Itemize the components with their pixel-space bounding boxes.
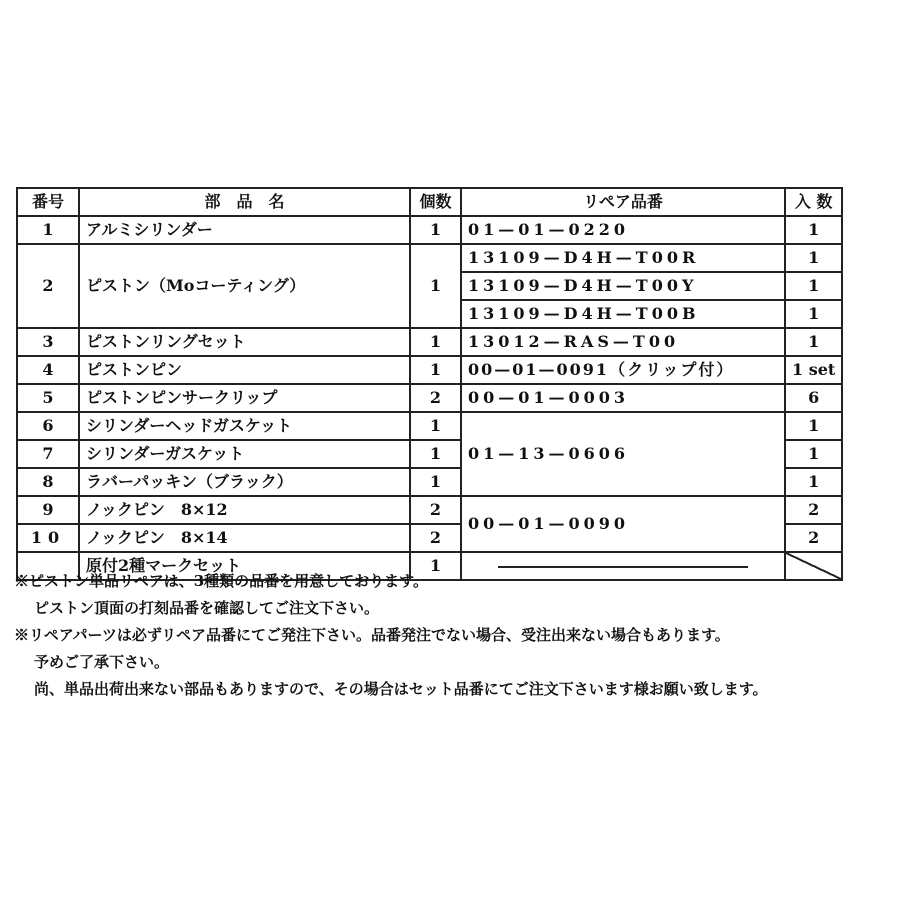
row-no: 5 bbox=[17, 384, 79, 412]
header-qty: 個数 bbox=[410, 188, 461, 216]
row-no: 2 bbox=[17, 244, 79, 328]
row-no: 1 bbox=[17, 216, 79, 244]
row-qty: 1 bbox=[410, 328, 461, 356]
row-qty: 1 bbox=[410, 440, 461, 468]
row-no: 9 bbox=[17, 496, 79, 524]
row-name: ピストンピンサークリップ bbox=[79, 384, 410, 412]
row-count: 1 bbox=[785, 244, 842, 272]
row-count: 1 set bbox=[785, 356, 842, 384]
row-repair-no: 00—01—0091（クリップ付） bbox=[461, 356, 785, 384]
row-name: ノックピン 8×12 bbox=[79, 496, 410, 524]
row-count: 6 bbox=[785, 384, 842, 412]
parts-table bbox=[16, 187, 843, 581]
row-repair-no: 13109—D4H—T00B bbox=[461, 300, 785, 328]
row-count: 1 bbox=[785, 272, 842, 300]
row-name: ノックピン 8×14 bbox=[79, 524, 410, 552]
header-repair-no: リペア品番 bbox=[461, 188, 785, 216]
row-qty: 2 bbox=[410, 496, 461, 524]
shared-repair-no: 00—01—0090 bbox=[461, 496, 785, 552]
row-no: 3 bbox=[17, 328, 79, 356]
row-no: 6 bbox=[17, 412, 79, 440]
row-qty: 1 bbox=[410, 244, 461, 328]
table-row bbox=[17, 328, 842, 356]
row-no: 4 bbox=[17, 356, 79, 384]
row-count: 1 bbox=[785, 300, 842, 328]
row-name: シリンダーガスケット bbox=[79, 440, 410, 468]
row-count: 1 bbox=[785, 468, 842, 496]
shared-repair-no: 01—13—0606 bbox=[461, 412, 785, 496]
row-no: 10 bbox=[17, 524, 79, 552]
row-name: ピストン（Moコーティング） bbox=[79, 244, 410, 328]
parts-sheet bbox=[16, 187, 843, 581]
row-count: 1 bbox=[785, 216, 842, 244]
table-header-row bbox=[17, 188, 842, 216]
note-line: ※ピストン単品リペアは、3種類の品番を用意しております。 bbox=[14, 572, 428, 590]
row-count: 2 bbox=[785, 496, 842, 524]
header-no: 番号 bbox=[17, 188, 79, 216]
header-name: 部 品 名 bbox=[79, 188, 410, 216]
note-line: ピストン頂面の打刻品番を確認してご注文下さい。 bbox=[34, 599, 380, 617]
row-no: 8 bbox=[17, 468, 79, 496]
row-name: ピストンリングセット bbox=[79, 328, 410, 356]
row-name: シリンダーヘッドガスケット bbox=[79, 412, 410, 440]
row-count: 1 bbox=[785, 328, 842, 356]
row-qty: 1 bbox=[410, 412, 461, 440]
row-qty: 2 bbox=[410, 384, 461, 412]
row-qty: 1 bbox=[410, 552, 461, 580]
table-row bbox=[17, 412, 842, 440]
row-name: ラバーパッキン（ブラック） bbox=[79, 468, 410, 496]
table-row bbox=[17, 356, 842, 384]
row-repair-no: 13109—D4H—T00R bbox=[461, 244, 785, 272]
row-qty: 1 bbox=[410, 468, 461, 496]
table-row bbox=[17, 496, 842, 524]
row-repair-no: 13012—RAS—T00 bbox=[461, 328, 785, 356]
row-no: 7 bbox=[17, 440, 79, 468]
row-name: 原付2種マークセット bbox=[79, 552, 410, 580]
row-repair-no: 01—01—0220 bbox=[461, 216, 785, 244]
note-line: ※リペアパーツは必ずリペア品番にてご発注下さい。品番発注でない場合、受注出来ない場合もあります。 bbox=[14, 626, 730, 644]
row-repair-no: 13109—D4H—T00Y bbox=[461, 272, 785, 300]
header-count: 入 数 bbox=[785, 188, 842, 216]
row-count: 1 bbox=[785, 412, 842, 440]
table-row bbox=[17, 384, 842, 412]
note-line: 予めご了承下さい。 bbox=[34, 653, 170, 671]
table-row bbox=[17, 244, 842, 272]
row-name: ピストンピン bbox=[79, 356, 410, 384]
row-qty: 2 bbox=[410, 524, 461, 552]
row-name: アルミシリンダー bbox=[79, 216, 410, 244]
row-qty: 1 bbox=[410, 216, 461, 244]
notes bbox=[14, 568, 894, 703]
table-row bbox=[17, 216, 842, 244]
note-line: 尚、単品出荷出来ない部品もありますので、その場合はセット品番にてご注文下さいます様お願い致します。 bbox=[34, 680, 768, 698]
row-repair-no: 00—01—0003 bbox=[461, 384, 785, 412]
row-qty: 1 bbox=[410, 356, 461, 384]
row-count: 2 bbox=[785, 524, 842, 552]
row-count: 1 bbox=[785, 440, 842, 468]
